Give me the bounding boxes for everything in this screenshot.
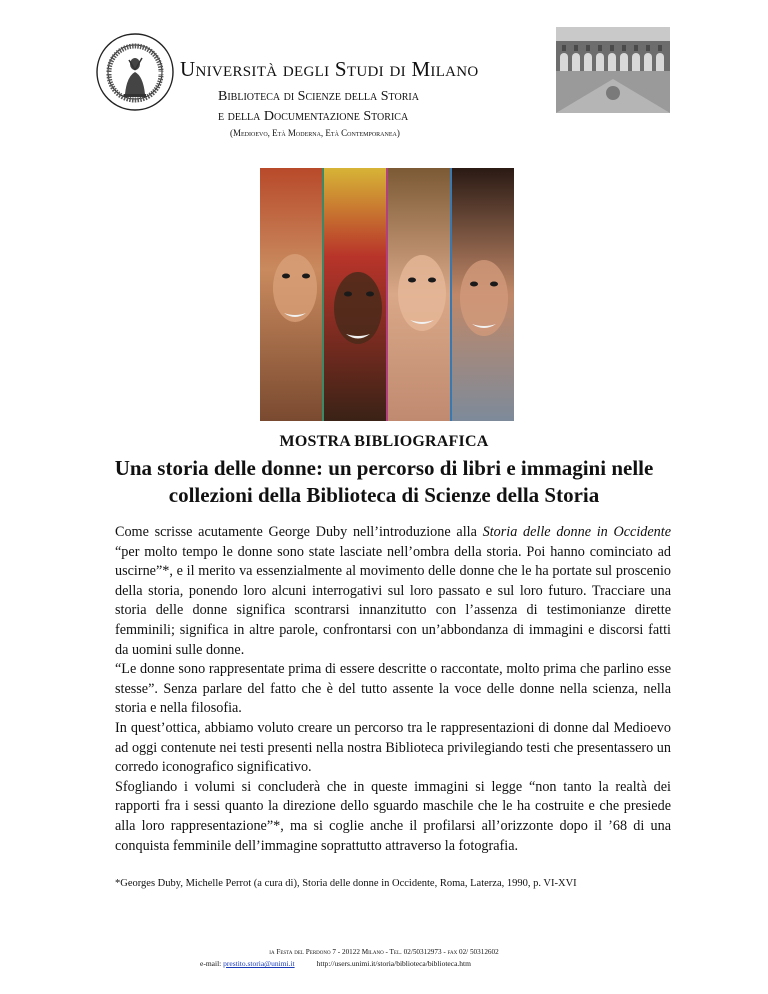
exhibition-label: MOSTRA BIBLIOGRAFICA — [279, 433, 489, 450]
library-name-line2: e della Documentazione Storica — [218, 109, 409, 124]
women-portraits-collage — [260, 168, 514, 421]
paragraph-2: “Le donne sono rappresentate prima di essere descritte o raccontate, molto prima che parlino esse stesse”. Senza parlare del fatto che è del tutto assente la voce delle donne nella scienza, nella storia e nella filosofia. — [115, 661, 671, 717]
title-line-2: collezioni della Biblioteca di Scienze della Storia — [168, 483, 600, 507]
exhibition-title — [80, 455, 688, 509]
library-name-line1: Biblioteca di Scienze della Storia — [218, 89, 419, 104]
footnote: *Georges Duby, Michelle Perrot (a cura di), Storia delle donne in Occidente, Roma, Laterza, 1990, p. VI-XVI — [115, 878, 577, 889]
library-subtitle: (Medioevo, Età Moderna, Età Contemporanea) — [230, 128, 400, 138]
building-courtyard-photo — [556, 27, 670, 113]
paragraph-4: Sfogliando i volumi si concluderà che in queste immagini si legge “non tanto la realtà dei rapporti fra i sessi quanto la direzione dello sguardo maschile che le ha costruite e che presiede alla loro rappresentazione”*, ma si coglie anche il profilarsi all’orizzonte dopo il ’68 di una conquista femminile dell’immagine soprattutto attraverso la fotografia. — [115, 778, 671, 854]
paragraph-3: In quest’ottica, abbiamo voluto creare un percorso tra le rappresentazioni di donne dal Medioevo ad oggi contenute nei testi presenti nella nostra Biblioteca privilegiando testi che presentassero un corredo iconografico significativo. — [115, 719, 671, 776]
email-link[interactable]: prestito.storia@unimi.it — [223, 959, 295, 968]
title-line-1: Una storia delle donne: un percorso di libri e immagini nelle — [114, 456, 654, 480]
book-title: Storia delle donne in Occidente — [482, 524, 671, 540]
website-url[interactable]: http://users.unimi.it/storia/biblioteca/biblioteca.htm — [316, 959, 471, 968]
footer-address: ia Festa del Perdono 7 - 20122 Milano - Tel. 02/50312973 - fax 02/ 50312602 — [269, 948, 499, 956]
email-prefix: e-mail: — [200, 959, 224, 968]
body-text — [115, 523, 671, 856]
p1-text-a: Come scrisse acutamente George Duby nell’introduzione alla — [115, 524, 483, 540]
p1-text-b: “per molto tempo le donne sono state lasciate nell’ombra della storia. Poi hanno cominciato ad uscirne”*, e il merito va essenzialmente al movimento delle donne che le ha portate sul proscenio della storia, ponendo loro alcuni interrogativi sul loro passato e sul loro futuro. Tracciare una storia delle donne significa scontrarsi innanzitutto con l’assenza di testimonianze dirette femminili; significa in altre parole, confrontarsi con un’abbondanza di immagini e discorsi fatti da uomini sulle donne. — [115, 543, 671, 658]
paragraph-1 — [115, 523, 671, 660]
footer-contacts — [200, 959, 471, 968]
university-seal-icon — [95, 32, 175, 112]
university-name: Università degli Studi di Milano — [180, 57, 479, 81]
